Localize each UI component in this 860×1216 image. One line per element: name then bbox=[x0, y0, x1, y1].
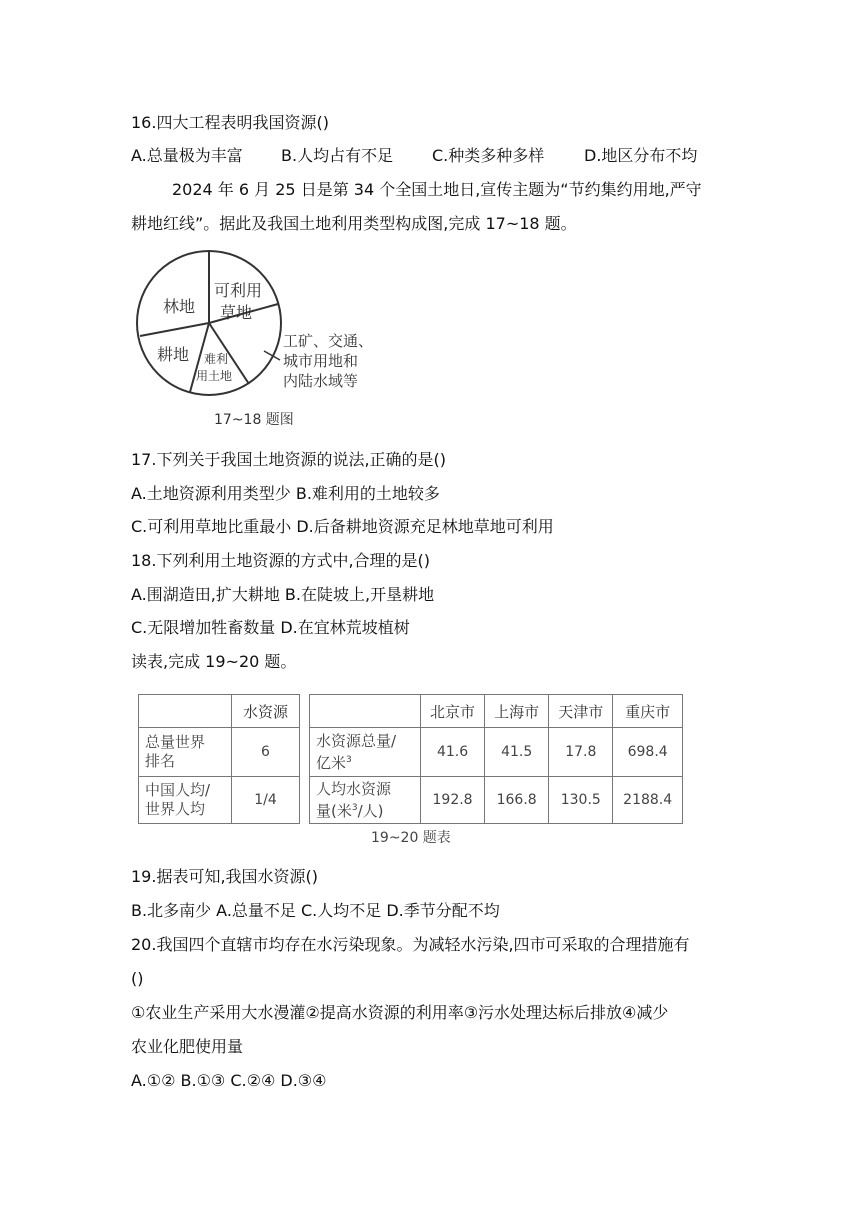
q17-options-cd: C.可利用草地比重最小 D.后备耕地资源充足林地草地可利用 bbox=[131, 517, 554, 536]
pie-label-other-2: 城市用地和 bbox=[283, 352, 359, 370]
table-right-row2-beijing: 192.8 bbox=[421, 777, 485, 824]
table-right-row1-unit: 亿米 bbox=[316, 753, 347, 772]
q18-stem: 18.下列利用土地资源的方式中,合理的是() bbox=[131, 551, 431, 570]
q16-options bbox=[131, 145, 697, 167]
table-right-corner bbox=[310, 695, 421, 728]
intro-17-18-line2: 耕地红线”。据此及我国土地利用类型构成图,完成 17~18 题。 bbox=[131, 214, 577, 233]
pie-label-other-3: 内陆水域等 bbox=[283, 372, 359, 390]
pie-divider-left bbox=[140, 323, 209, 336]
table-left-row2-value: 1/4 bbox=[232, 777, 300, 824]
q17-options-ab: A.土地资源利用类型少 B.难利用的土地较多 bbox=[131, 484, 440, 503]
q20-items-line1: ①农业生产采用大水漫灌②提高水资源的利用率③污水处理达标后排放④减少 bbox=[131, 1003, 669, 1022]
table-right-row2-shanghai: 166.8 bbox=[485, 777, 549, 824]
q16-option-d: D.地区分布不均 bbox=[584, 146, 698, 165]
q20-options: A.①② B.①③ C.②④ D.③④ bbox=[131, 1071, 327, 1090]
table-right-row1-chongqing: 698.4 bbox=[613, 728, 683, 777]
table-caption: 19~20 题表 bbox=[371, 830, 451, 846]
table-left-row1-label bbox=[139, 728, 232, 777]
table-right-city-shanghai: 上海市 bbox=[485, 695, 549, 728]
intro-19-20: 读表,完成 19~20 题。 bbox=[131, 652, 297, 671]
table-left-corner bbox=[139, 695, 232, 728]
table-right-row1-tianjin: 17.8 bbox=[549, 728, 613, 777]
land-use-pie-figure bbox=[128, 250, 398, 440]
water-resource-table-national bbox=[138, 694, 300, 824]
table-right-city-beijing: 北京市 bbox=[421, 695, 485, 728]
table-right-row1-label-line1: 水资源总量/ bbox=[316, 731, 397, 750]
q20-stem-line2: () bbox=[131, 969, 144, 988]
pie-label-hard-1: 难利 bbox=[204, 352, 229, 366]
table-right-row1-unit-sup: 3 bbox=[346, 754, 352, 765]
q17-stem: 17.下列关于我国土地资源的说法,正确的是() bbox=[131, 450, 447, 469]
q20-items-line2: 农业化肥使用量 bbox=[131, 1037, 244, 1056]
q16-stem: 16.四大工程表明我国资源() bbox=[131, 113, 329, 132]
table-left-row1-label-line2: 排名 bbox=[145, 752, 176, 770]
q16-option-a: A.总量极为丰富 bbox=[131, 146, 243, 165]
q16-option-b: B.人均占有不足 bbox=[281, 146, 394, 165]
table-right-row2-chongqing: 2188.4 bbox=[613, 777, 683, 824]
pie-caption: 17~18 题图 bbox=[214, 412, 294, 428]
q18-options-cd: C.无限增加牲畜数量 D.在宜林荒坡植树 bbox=[131, 618, 410, 637]
pie-label-other-1: 工矿、交通、 bbox=[283, 332, 374, 350]
q19-stem: 19.据表可知,我国水资源() bbox=[131, 867, 319, 886]
pie-label-hard-2: 用土地 bbox=[196, 369, 233, 383]
table-right-row1-label-line2 bbox=[316, 751, 420, 773]
intro-17-18-line1: 2024 年 6 月 25 日是第 34 个全国土地日,宣传主题为“节约集约用地,严守 bbox=[172, 180, 702, 199]
q18-options-ab: A.围湖造田,扩大耕地 B.在陡坡上,开垦耕地 bbox=[131, 585, 435, 604]
land-use-pie-svg bbox=[128, 250, 398, 440]
table-right-row1-beijing: 41.6 bbox=[421, 728, 485, 777]
table-left-row2-label-line2: 世界人均 bbox=[145, 800, 206, 818]
table-right-row1-shanghai: 41.5 bbox=[485, 728, 549, 777]
table-left-row1-value: 6 bbox=[232, 728, 300, 777]
table-right-city-tianjin: 天津市 bbox=[549, 695, 613, 728]
table-right-row2-label-line1: 人均水资源 bbox=[316, 779, 392, 798]
pie-label-grass-1: 可利用 bbox=[214, 281, 263, 300]
q19-options: B.北多南少 A.总量不足 C.人均不足 D.季节分配不均 bbox=[131, 901, 500, 920]
q16-option-c: C.种类多种多样 bbox=[432, 146, 545, 165]
q20-stem-line1: 20.我国四个直辖市均存在水污染现象。为减轻水污染,四市可采取的合理措施有 bbox=[131, 935, 690, 954]
table-right-row2-unit-sup: 3 bbox=[351, 802, 358, 813]
table-right-city-chongqing: 重庆市 bbox=[613, 695, 683, 728]
table-right-row2-unit-b: /人) bbox=[357, 801, 384, 820]
table-right-row2-tianjin: 130.5 bbox=[549, 777, 613, 824]
table-right-row2-label-line2 bbox=[316, 799, 420, 821]
table-left-row1-label-line1: 总量世界 bbox=[145, 733, 206, 751]
pie-label-farm: 耕地 bbox=[157, 345, 190, 364]
table-right-row1-label bbox=[310, 728, 421, 777]
table-left-header: 水资源 bbox=[232, 695, 300, 728]
table-left-row2-label bbox=[139, 777, 232, 824]
water-resource-table-cities bbox=[309, 694, 683, 824]
pie-label-forest: 林地 bbox=[163, 297, 196, 316]
pie-label-grass-2: 草地 bbox=[220, 303, 253, 322]
table-right-row2-unit-a: 量(米 bbox=[316, 801, 352, 820]
table-right-row2-label bbox=[310, 777, 421, 824]
table-left-row2-label-line1: 中国人均/ bbox=[145, 781, 211, 799]
